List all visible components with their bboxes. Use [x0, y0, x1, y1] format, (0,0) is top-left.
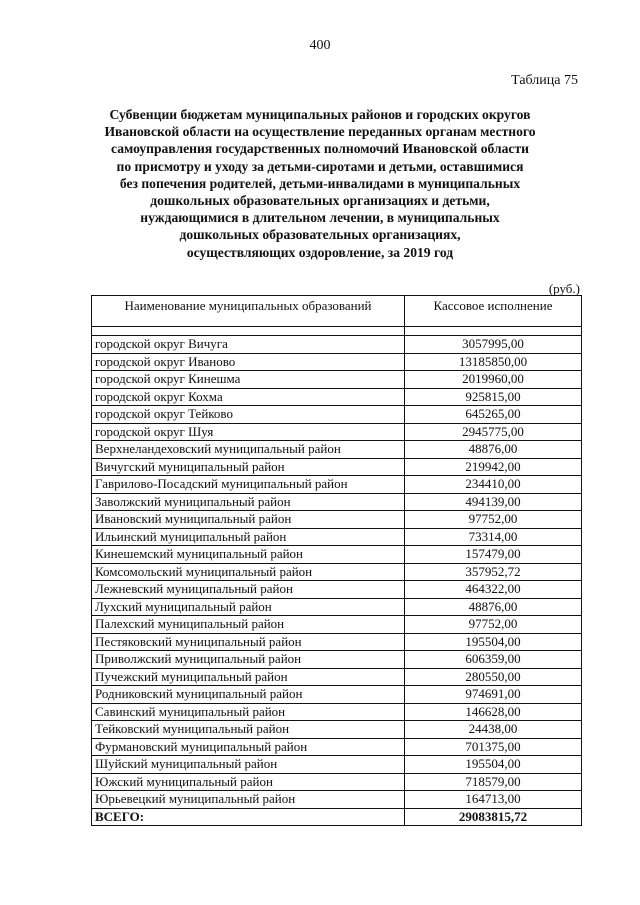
execution-amount: 48876,00 [405, 598, 582, 616]
execution-amount: 464322,00 [405, 581, 582, 599]
execution-amount: 3057995,00 [405, 336, 582, 354]
municipality-name: Кинешемский муниципальный район [92, 546, 405, 564]
table-row [92, 598, 582, 616]
municipality-name: Комсомольский муниципальный район [92, 563, 405, 581]
title-line: без попечения родителей, детьми-инвалидами в муниципальных [119, 175, 521, 191]
execution-amount: 157479,00 [405, 546, 582, 564]
municipality-name: Ивановский муниципальный район [92, 511, 405, 529]
title-line: Ивановской области на осуществление переданных органам местного [104, 124, 536, 140]
execution-amount: 606359,00 [405, 651, 582, 669]
table-row [92, 581, 582, 599]
table-row [92, 703, 582, 721]
execution-amount: 73314,00 [405, 528, 582, 546]
title-line: Субвенции бюджетам муниципальных районов и городских округов [109, 107, 531, 122]
execution-amount: 219942,00 [405, 458, 582, 476]
document-title [80, 106, 560, 261]
execution-amount: 48876,00 [405, 441, 582, 459]
execution-amount: 97752,00 [405, 511, 582, 529]
municipality-name: Приволжский муниципальный район [92, 651, 405, 669]
table-row [92, 353, 582, 371]
table-row [92, 633, 582, 651]
execution-amount: 974691,00 [405, 686, 582, 704]
execution-amount: 718579,00 [405, 773, 582, 791]
execution-amount: 2019960,00 [405, 371, 582, 389]
municipality-name: Пестяковский муниципальный район [92, 633, 405, 651]
title-line: дошкольных образовательных организациях, [179, 227, 461, 243]
table-spacer-row [92, 327, 582, 336]
municipality-name: Фурмановский муниципальный район [92, 738, 405, 756]
municipality-name: городской округ Тейково [92, 406, 405, 424]
subvention-table [91, 295, 582, 826]
total-value: 29083815,72 [405, 808, 582, 826]
municipality-name: городской округ Кохма [92, 388, 405, 406]
municipality-name: Ильинский муниципальный район [92, 528, 405, 546]
table-row [92, 686, 582, 704]
execution-amount: 195504,00 [405, 633, 582, 651]
table-row [92, 738, 582, 756]
execution-amount: 701375,00 [405, 738, 582, 756]
header-execution: Кассовое исполнение [405, 296, 582, 327]
execution-amount: 164713,00 [405, 791, 582, 809]
title-line: осуществляющих оздоровление, за 2019 год [186, 244, 454, 260]
title-line: дошкольных образовательных организациях и детьми, [150, 193, 490, 209]
table-header-row [92, 296, 582, 327]
execution-amount: 925815,00 [405, 388, 582, 406]
execution-amount: 357952,72 [405, 563, 582, 581]
execution-amount: 195504,00 [405, 756, 582, 774]
table-row [92, 791, 582, 809]
table-row [92, 528, 582, 546]
unit-label: (руб.) [548, 281, 580, 296]
table-label: Таблица 75 [511, 73, 578, 88]
header-municipality: Наименование муниципальных образований [92, 296, 405, 327]
table-row [92, 423, 582, 441]
table-row [92, 651, 582, 669]
table-row [92, 668, 582, 686]
execution-amount: 645265,00 [405, 406, 582, 424]
execution-amount: 2945775,00 [405, 423, 582, 441]
municipality-name: Шуйский муниципальный район [92, 756, 405, 774]
municipality-name: городской округ Шуя [92, 423, 405, 441]
table-row [92, 756, 582, 774]
execution-amount: 280550,00 [405, 668, 582, 686]
municipality-name: Южский муниципальный район [92, 773, 405, 791]
table-row [92, 563, 582, 581]
execution-amount: 494139,00 [405, 493, 582, 511]
table-row [92, 371, 582, 389]
table-row [92, 616, 582, 634]
municipality-name: Верхнеландеховский муниципальный район [92, 441, 405, 459]
municipality-name: Савинский муниципальный район [92, 703, 405, 721]
execution-amount: 234410,00 [405, 476, 582, 494]
table-row [92, 511, 582, 529]
title-line: самоуправления государственных полномочий Ивановской области [111, 141, 529, 157]
title-line: нуждающимися в длительном лечении, в муниципальных [140, 210, 500, 226]
municipality-name: Гаврилово-Посадский муниципальный район [92, 476, 405, 494]
execution-amount: 13185850,00 [405, 353, 582, 371]
municipality-name: городской округ Вичуга [92, 336, 405, 354]
municipality-name: Пучежский муниципальный район [92, 668, 405, 686]
municipality-name: Родниковский муниципальный район [92, 686, 405, 704]
municipality-name: городской округ Кинешма [92, 371, 405, 389]
table-row [92, 441, 582, 459]
table-body [92, 327, 582, 809]
table-row [92, 773, 582, 791]
title-line: по присмотру и уходу за детьми-сиротами и детьми, оставшимися [116, 158, 524, 174]
execution-amount: 97752,00 [405, 616, 582, 634]
municipality-name: Вичугский муниципальный район [92, 458, 405, 476]
table-total-row [92, 808, 582, 826]
municipality-name: Лежневский муниципальный район [92, 581, 405, 599]
total-label: ВСЕГО: [92, 808, 405, 826]
municipality-name: Заволжский муниципальный район [92, 493, 405, 511]
municipality-name: Палехский муниципальный район [92, 616, 405, 634]
page-number: 400 [309, 38, 331, 53]
table-row [92, 721, 582, 739]
table-row [92, 458, 582, 476]
municipality-name: Тейковский муниципальный район [92, 721, 405, 739]
table-row [92, 546, 582, 564]
execution-amount: 24438,00 [405, 721, 582, 739]
table-row [92, 388, 582, 406]
table-row [92, 406, 582, 424]
table-row [92, 476, 582, 494]
table-row [92, 336, 582, 354]
table-row [92, 493, 582, 511]
municipality-name: Лухский муниципальный район [92, 598, 405, 616]
execution-amount: 146628,00 [405, 703, 582, 721]
municipality-name: Юрьевецкий муниципальный район [92, 791, 405, 809]
municipality-name: городской округ Иваново [92, 353, 405, 371]
